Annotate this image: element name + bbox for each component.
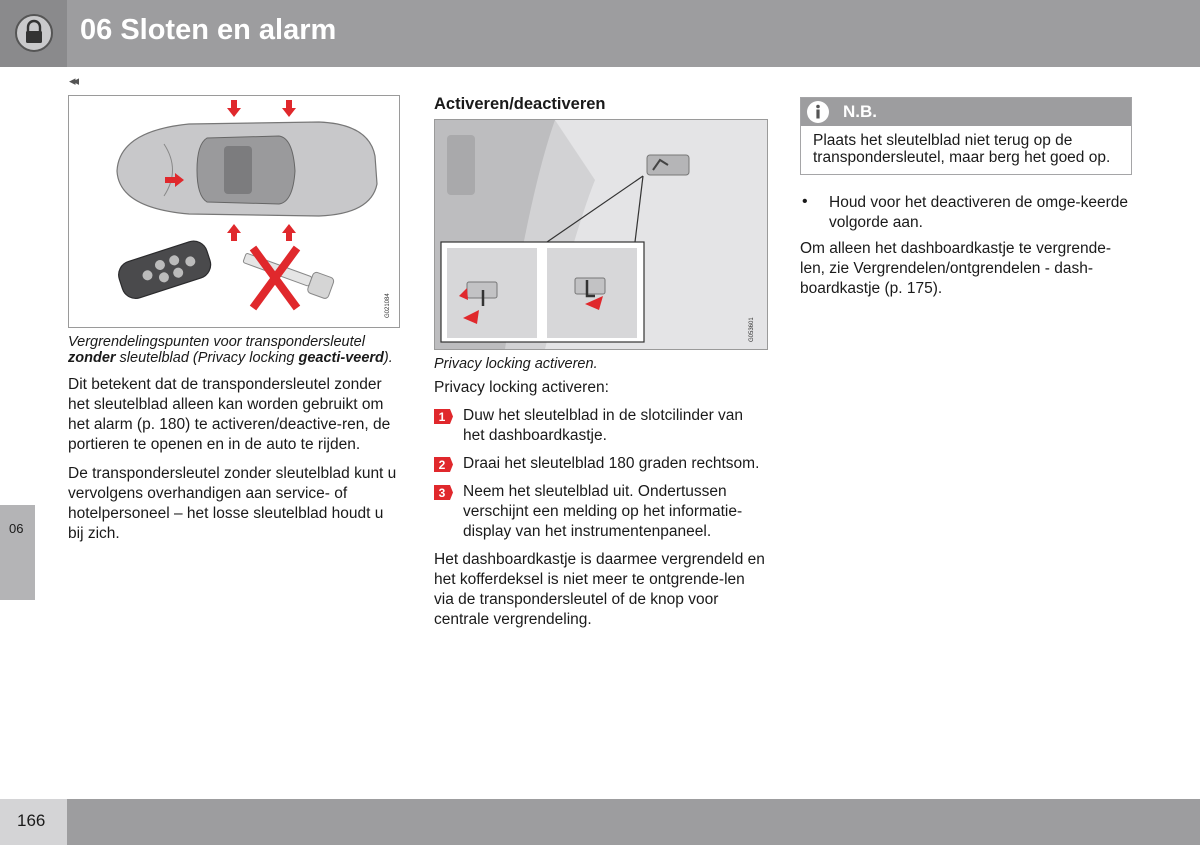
body-paragraph: De transpondersleutel zonder sleutelblad kunt u vervolgens overhandigen aan service- of hotelpersoneel – het losse sleutelblad houdt u bij zich. xyxy=(68,465,397,542)
back-arrows-icon[interactable]: ◂◂ xyxy=(69,73,77,88)
step-number-badge xyxy=(434,409,453,424)
body-paragraph: Om alleen het dashboardkastje te vergrende-len, zie Vergrendelen/ontgrendelen - dash-boardkastje (p. 175). xyxy=(800,240,1112,297)
step-number-badge xyxy=(434,485,453,500)
column-middle xyxy=(434,95,768,630)
figure-caption: Vergrendelingspunten voor transpondersleutel zonder sleutelblad (Privacy locking geacti-veerd). xyxy=(68,334,393,366)
step-number-badge xyxy=(434,457,453,472)
side-tab-label: 06 xyxy=(9,521,24,536)
svg-text:1: 1 xyxy=(438,410,446,424)
body-paragraph: Het dashboardkastje is daarmee vergrendeld en het kofferdeksel is niet meer te ontgrende-len via de transpondersleutel of de knop voor centrale vergrendeling. xyxy=(434,551,765,628)
intro-text: Privacy locking activeren: xyxy=(434,379,609,396)
glovebox-lock-figure xyxy=(434,119,768,350)
lock-icon xyxy=(15,14,53,52)
bullet-text: Houd voor het deactiveren de omge-keerde volgorde aan. xyxy=(829,194,1128,231)
step-1 xyxy=(434,406,768,446)
bullet-item xyxy=(800,193,1132,233)
page-number: 166 xyxy=(17,811,46,830)
page-footer xyxy=(0,799,1200,845)
note-header xyxy=(801,98,1131,126)
glovebox-illustration xyxy=(435,120,767,349)
bullet-icon: • xyxy=(802,193,808,210)
car-locking-points-figure xyxy=(68,95,400,328)
figure-code: G053601 xyxy=(749,317,755,342)
column-left xyxy=(68,95,400,544)
svg-text:3: 3 xyxy=(438,486,446,500)
car-top-view-illustration xyxy=(69,96,399,327)
figure-code: G021084 xyxy=(385,293,391,318)
note-box xyxy=(800,97,1132,175)
note-label: N.B. xyxy=(843,102,877,121)
column-right xyxy=(800,97,1132,299)
section-heading: Activeren/deactiveren xyxy=(434,95,606,113)
step-text: Draai het sleutelblad 180 graden rechtsom. xyxy=(463,455,760,472)
step-3 xyxy=(434,482,768,542)
figure-caption: Privacy locking activeren. xyxy=(434,356,598,372)
info-icon xyxy=(807,101,829,123)
step-text: Duw het sleutelblad in de slotcilinder van het dashboardkastje. xyxy=(463,407,744,444)
svg-text:2: 2 xyxy=(438,458,446,472)
chapter-title: 06 Sloten en alarm xyxy=(80,14,337,46)
step-2 xyxy=(434,454,768,474)
body-paragraph: Dit betekent dat de transpondersleutel zonder het sleutelblad alleen kan worden gebruikt om het alarm (p. 180) te activeren/deactive-ren, de portieren te openen en in de auto te rijden. xyxy=(68,376,391,453)
note-text: Plaats het sleutelblad niet terug op de transpondersleutel, maar berg het goed op. xyxy=(813,132,1111,166)
chapter-side-tab[interactable] xyxy=(0,505,35,600)
step-text: Neem het sleutelblad uit. Ondertussen verschijnt een melding op het informatie-display van het instrumentenpaneel. xyxy=(463,483,743,540)
